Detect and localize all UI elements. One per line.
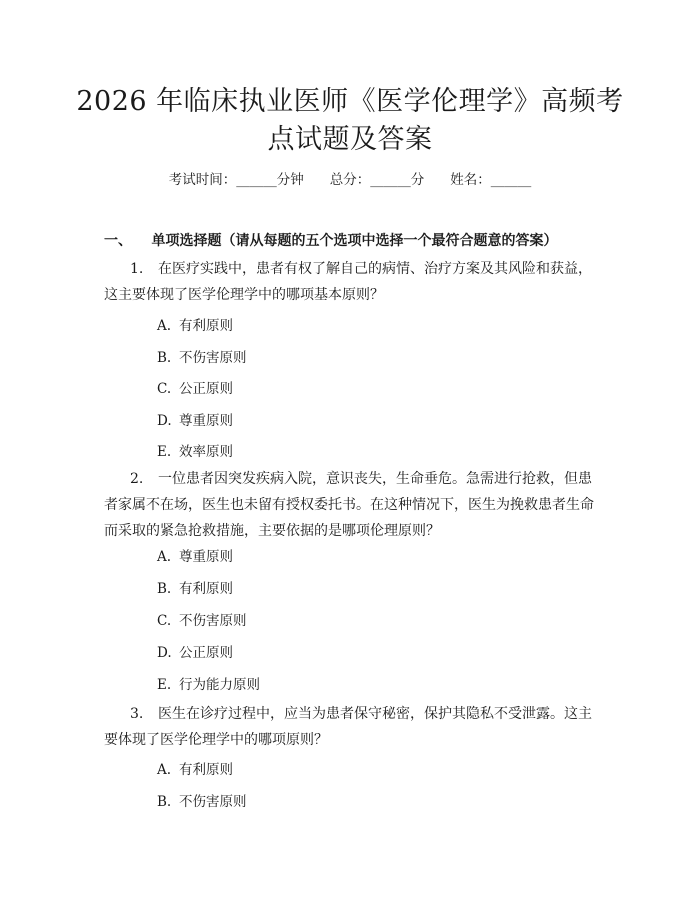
exam-time-label: 考试时间：______分钟 <box>168 172 304 188</box>
option-text: 有利原则 <box>179 762 233 778</box>
option-text: 不伤害原则 <box>179 613 247 629</box>
question-2 <box>104 466 598 544</box>
option-text: 有利原则 <box>179 581 233 597</box>
name-label: 姓名：______ <box>450 172 532 188</box>
question-1 <box>104 256 598 308</box>
option-1b <box>157 346 247 366</box>
section-number: 一、 <box>104 233 132 249</box>
option-letter: E. <box>157 677 172 693</box>
question-text: 医生在诊疗过程中，应当为患者保守秘密，保护其隐私不受泄露。这主要体现了医学伦理学中的哪项原则？ <box>104 706 592 748</box>
question-text: 在医疗实践中，患者有权了解自己的病情、治疗方案及其风险和获益，这主要体现了医学伦理学中的哪项基本原则？ <box>104 261 592 303</box>
option-2c <box>157 609 247 629</box>
option-letter: D. <box>157 645 172 661</box>
option-text: 效率原则 <box>179 444 233 460</box>
option-letter: C. <box>157 381 172 397</box>
option-text: 有利原则 <box>179 318 233 334</box>
option-text: 公正原则 <box>179 381 233 397</box>
option-letter: C. <box>157 613 172 629</box>
question-number: 1. <box>130 261 144 277</box>
document-title-line-2: 点试题及答案 <box>267 124 433 155</box>
option-2d <box>157 641 233 661</box>
option-3a <box>157 758 233 778</box>
option-1e <box>157 440 233 460</box>
exam-meta <box>0 168 700 188</box>
option-letter: A. <box>157 318 172 334</box>
question-number: 3. <box>130 706 144 722</box>
option-letter: E. <box>157 444 172 460</box>
option-letter: A. <box>157 549 172 565</box>
option-1a <box>157 314 233 334</box>
question-number: 2. <box>130 471 144 487</box>
option-text: 行为能力原则 <box>179 677 260 693</box>
total-score-label: 总分：______分 <box>329 172 425 188</box>
option-letter: A. <box>157 762 172 778</box>
option-text: 不伤害原则 <box>179 350 247 366</box>
option-text: 尊重原则 <box>179 413 233 429</box>
option-letter: B. <box>157 794 172 810</box>
section-heading <box>104 230 558 250</box>
option-letter: B. <box>157 350 172 366</box>
option-2e <box>157 673 260 693</box>
document-title-line-1: 2026 年临床执业医师《医学伦理学》高频考 <box>76 86 624 117</box>
option-text: 不伤害原则 <box>179 794 247 810</box>
option-text: 尊重原则 <box>179 549 233 565</box>
option-2a <box>157 545 233 565</box>
option-text: 公正原则 <box>179 645 233 661</box>
option-2b <box>157 577 233 597</box>
question-text: 一位患者因突发疾病入院，意识丧失，生命垂危。急需进行抢救，但患者家属不在场，医生也未留有授权委托书。在这种情况下，医生为挽救患者生命而采取的紧急抢救措施，主要依据的是哪项伦理原则？ <box>104 471 594 539</box>
option-1c <box>157 377 233 397</box>
option-letter: D. <box>157 413 172 429</box>
option-1d <box>157 409 233 429</box>
option-3b <box>157 790 247 810</box>
question-3 <box>104 701 598 753</box>
option-letter: B. <box>157 581 172 597</box>
section-title: 单项选择题（请从每题的五个选项中选择一个最符合题意的答案） <box>151 233 558 249</box>
